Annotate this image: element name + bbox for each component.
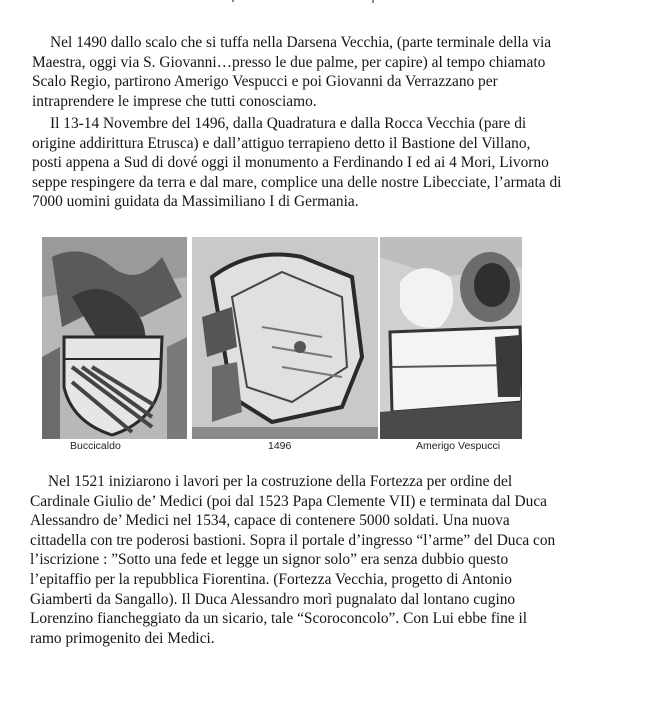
amerigo-vespucci-image: [380, 237, 522, 439]
text-line: seppe respingere da terra e dal mare, complice una delle nostre Libecciate, l’armata di: [32, 173, 562, 191]
text-line: Cardinale Giulio de’ Medici (poi dal 1523 Papa Clemente VII) e terminata dal Duca: [30, 492, 547, 510]
buccicaldo-image: [42, 237, 187, 439]
fortress-plan-1496-image: [192, 237, 378, 439]
text-line: Il 13-14 Novembre del 1496, dalla Quadratura e dalla Rocca Vecchia (pare di: [50, 115, 527, 132]
paragraph-siege-1496: [32, 114, 632, 212]
caption-1496: 1496: [268, 440, 292, 452]
text-line: posti appena a Sud di dové oggi il monumento a Ferdinando I ed ai 4 Mori, Livorno: [32, 154, 549, 172]
text-line: l’iscrizione : ”Sotto una fede et legge un signor solo” era senza dubbio questo: [30, 551, 509, 569]
text-line: Lorenzino fiancheggiato da un sicario, tale “Scoroconcolo”. Con Lui ebbe fine il: [30, 610, 528, 628]
text-line: Scalo Regio, partirono Amerigo Vespucci e poi Giovanni da Verrazzano per: [32, 73, 498, 91]
text-line: Giamberti da Sangallo). Il Duca Alessandro morì pugnalato dal lontano cugino: [30, 590, 516, 608]
text-line: intraprendere le imprese che tutti conosciamo.: [32, 92, 317, 110]
paragraph-vespucci: [32, 33, 632, 111]
scan-speck: [372, 0, 374, 3]
text-line: Nel 1490 dallo scalo che si tuffa nella Darsena Vecchia, (parte terminale della via: [50, 34, 552, 51]
scan-speck: [232, 0, 234, 2]
text-line: l’epitaffio per la repubblica Fiorentina. (Fortezza Vecchia, progetto di Antonio: [30, 570, 512, 588]
caption-amerigo-vespucci: Amerigo Vespucci: [416, 440, 501, 452]
text-line: Maestra, oggi via S. Giovanni…presso le due palme, per capire) al tempo chiamato: [32, 53, 546, 71]
text-line: Alessandro de’ Medici nel 1534, capace di contenere 5000 soldati. Una nuova: [30, 512, 510, 530]
text-line: origine addirittura Etrusca) e dall’attiguo terrapieno detto il Bastione del Villano,: [32, 134, 531, 152]
paragraph-fortezza: [30, 472, 630, 648]
text-line: Nel 1521 iniziarono i lavori per la costruzione della Fortezza per ordine del: [48, 473, 513, 490]
text-line: ramo primogenito dei Medici.: [30, 629, 215, 647]
text-line: cittadella con tre poderosi bastioni. Sopra il portale d’ingresso “l’arme” del Duca con: [30, 531, 556, 549]
text-line: 7000 uomini guidata da Massimiliano I di Germania.: [32, 193, 359, 211]
caption-buccicaldo: Buccicaldo: [70, 440, 121, 452]
